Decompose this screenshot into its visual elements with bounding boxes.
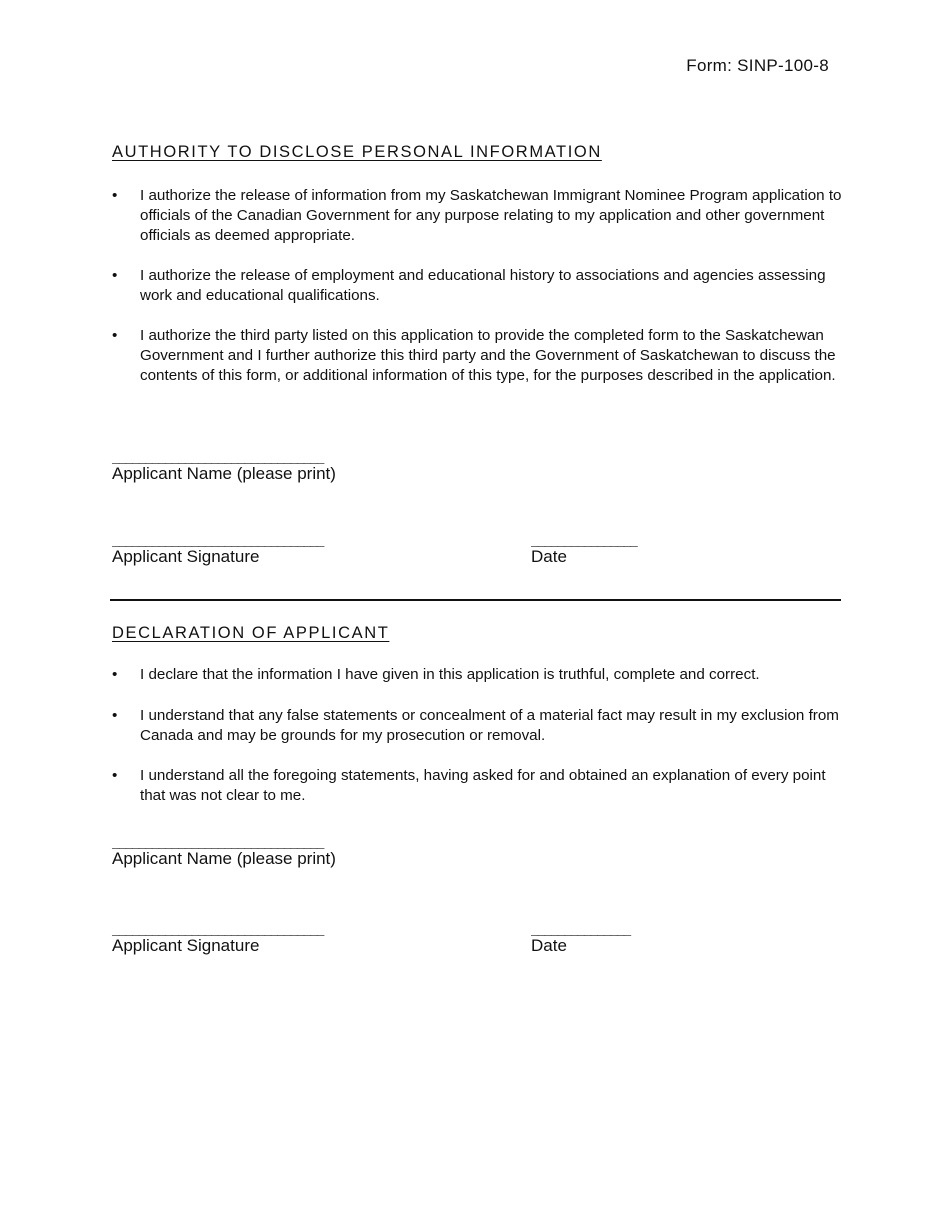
authority-item-text: I authorize the release of information from my Saskatchewan Immigrant Nominee Program application to officials of the Canadian Government for any purpose relating to my application and other government officials as deemed appropriate.: [140, 187, 842, 244]
list-item: [112, 266, 844, 306]
authority-name-label: Applicant Name (please print): [112, 464, 336, 483]
declaration-date-label: Date: [531, 936, 567, 955]
declaration-date-line[interactable]: _______________: [531, 923, 631, 938]
declaration-list: [112, 665, 844, 806]
bullet-icon: •: [112, 767, 118, 784]
list-item: [112, 326, 844, 386]
declaration-signature-line[interactable]: ________________________________: [112, 923, 324, 938]
declaration-signature-label: Applicant Signature: [112, 936, 260, 955]
authority-date-label: Date: [531, 547, 567, 566]
authority-date-line[interactable]: ________________: [531, 534, 637, 549]
authority-item-text: I authorize the third party listed on this application to provide the completed form to the Saskatchewan Government and I further authorize this third party and the Government of Saskatchewan to discuss the contents of this form, or additional information of this type, for the purposes described in the application.: [140, 327, 836, 384]
list-item: [112, 706, 844, 746]
bullet-icon: •: [112, 666, 118, 683]
authority-name-line[interactable]: ________________________________: [112, 451, 324, 466]
declaration-name-label: Applicant Name (please print): [112, 849, 336, 868]
bullet-icon: •: [112, 327, 118, 344]
declaration-section-title: DECLARATION OF APPLICANT: [112, 624, 390, 642]
declaration-name-line[interactable]: ________________________________: [112, 836, 324, 851]
declaration-item-text: I declare that the information I have given in this application is truthful, complete and correct.: [140, 666, 760, 683]
form-id: Form: SINP-100-8: [686, 56, 829, 75]
list-item: [112, 186, 844, 246]
declaration-item-text: I understand that any false statements or concealment of a material fact may result in my exclusion from Canada and may be grounds for my prosecution or removal.: [140, 707, 839, 744]
list-item: [112, 766, 844, 806]
declaration-item-text: I understand all the foregoing statements, having asked for and obtained an explanation of every point that was not clear to me.: [140, 767, 826, 804]
authority-signature-line[interactable]: ________________________________: [112, 534, 324, 549]
list-item: [112, 665, 844, 685]
authority-item-text: I authorize the release of employment and educational history to associations and agencies assessing work and educational qualifications.: [140, 267, 826, 304]
bullet-icon: •: [112, 267, 118, 284]
authority-list: [112, 186, 844, 386]
section-divider: [110, 599, 841, 601]
bullet-icon: •: [112, 707, 118, 724]
authority-section-title: AUTHORITY TO DISCLOSE PERSONAL INFORMATION: [112, 143, 602, 161]
bullet-icon: •: [112, 187, 118, 204]
authority-signature-label: Applicant Signature: [112, 547, 260, 566]
